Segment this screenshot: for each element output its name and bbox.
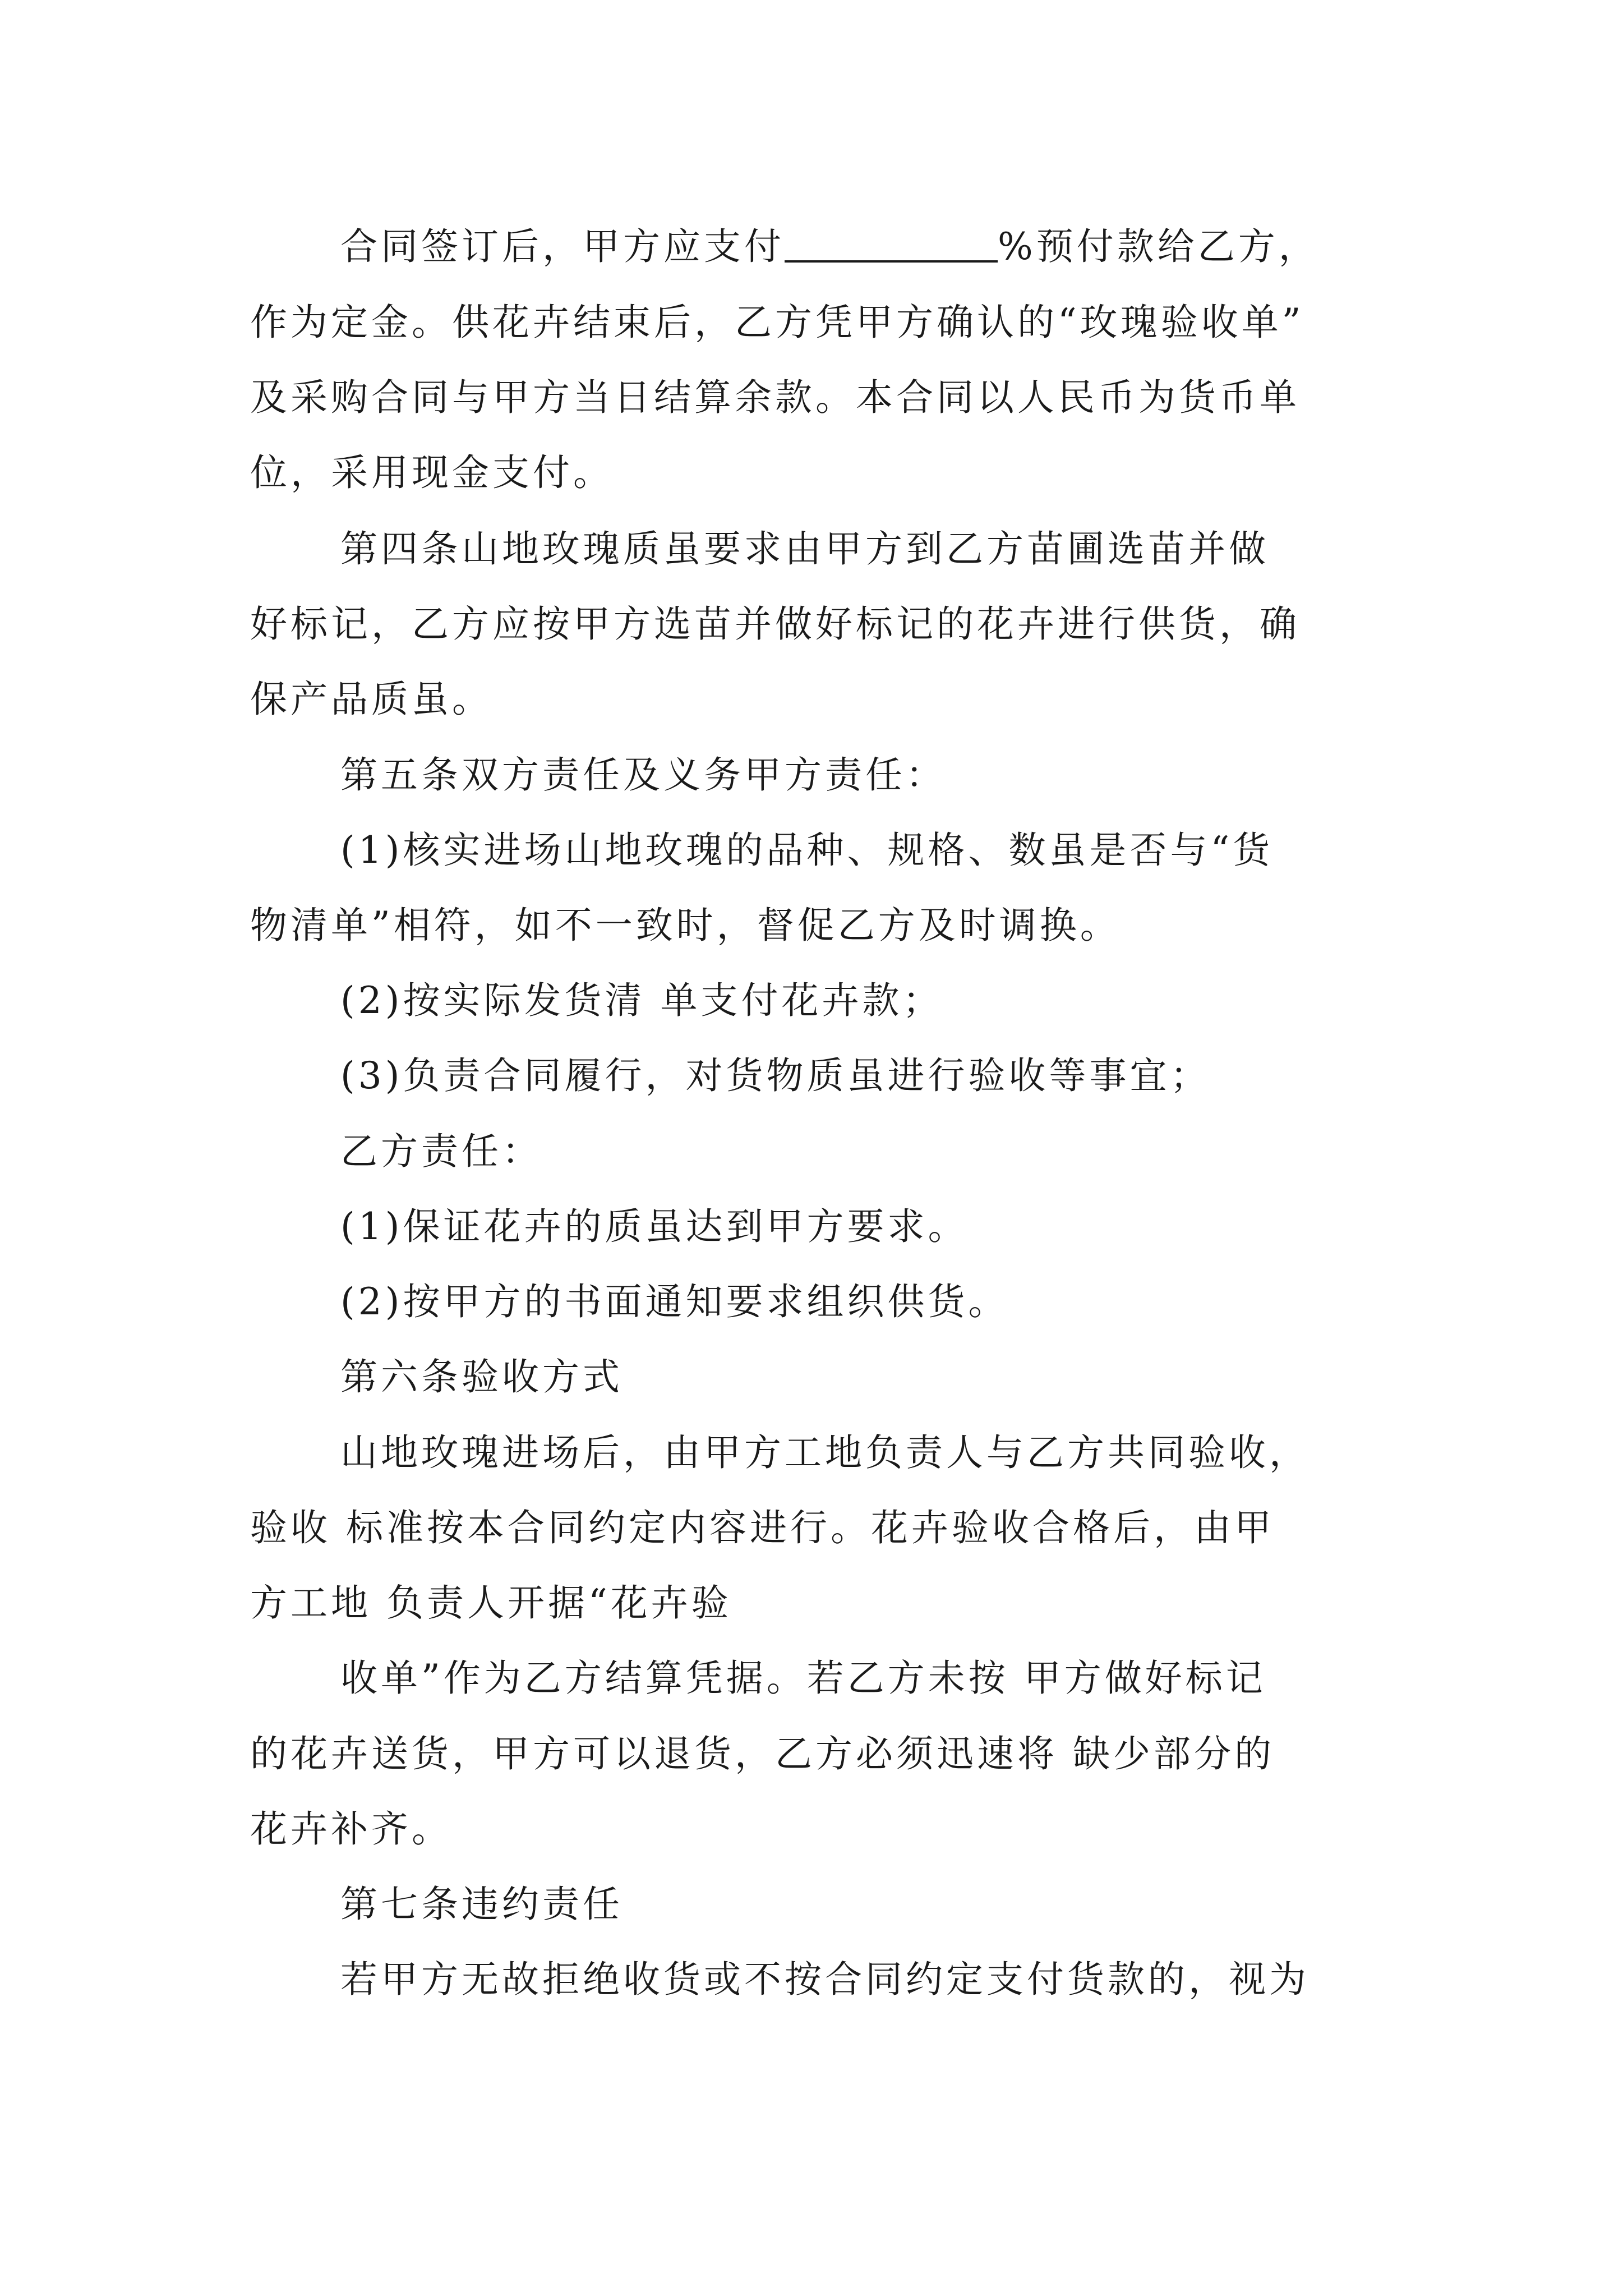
paragraph-line: 好标记，乙方应按甲方选苗并做好标记的花卉进行供货，确 — [250, 602, 1300, 646]
paragraph-line: 保产品质虽。 — [250, 678, 492, 721]
line-text: %预付款给乙方， — [998, 225, 1319, 268]
paragraph-line: (2)按实际发货清 单支付花卉款； — [340, 979, 943, 1022]
paragraph-line: 第五条双方责任及义务甲方责任： — [340, 753, 946, 797]
paragraph-line: (2)按甲方的书面通知要求组织供货。 — [340, 1280, 1009, 1323]
paragraph-line: 第四条山地玫瑰质虽要求由甲方到乙方苗圃选苗并做 — [340, 527, 1269, 570]
paragraph-line: 乙方责任： — [340, 1130, 542, 1173]
paragraph-line: 方工地 负责人开据“花卉验 — [250, 1581, 732, 1625]
paragraph-line: 花卉补齐。 — [250, 1807, 452, 1851]
paragraph-line: 收单”作为乙方结算凭据。若乙方未按 甲方做好标记 — [340, 1657, 1266, 1700]
paragraph-line: 第七条违约责任 — [340, 1883, 623, 1926]
paragraph-line: 的花卉送货，甲方可以退货，乙方必须迅速将 缺少部分的 — [250, 1732, 1275, 1775]
paragraph-line: (3)负责合同履行，对货物质虽进行验收等事宜； — [340, 1054, 1211, 1097]
paragraph-line: 作为定金。供花卉结束后，乙方凭甲方确认的“玫瑰验收单” — [250, 301, 1304, 344]
paragraph-line: 第六条验收方式 — [340, 1355, 623, 1398]
paragraph-line: 验收 标准按本合同约定内容进行。花卉验收合格后，由甲 — [250, 1506, 1275, 1549]
paragraph-line: 若甲方无故拒绝收货或不按合同约定支付货款的，视为 — [340, 1958, 1310, 2001]
paragraph-line: (1)核实进场山地玫瑰的品种、规格、数虽是否与“货 — [340, 829, 1274, 872]
paragraph-line — [0, 219, 1319, 275]
line-text: 合同签订后，甲方应支付 — [340, 225, 785, 268]
paragraph-line: 位，采用现金支付。 — [250, 451, 614, 494]
fill-in-blank — [785, 223, 998, 263]
paragraph-line: 及采购合同与甲方当日结算余款。本合同以人民币为货币单 — [250, 376, 1300, 419]
paragraph-line: 物清单”相符，如不一致时，督促乙方及时调换。 — [250, 904, 1121, 947]
paragraph-line: (1)保证花卉的质虽达到甲方要求。 — [340, 1205, 969, 1248]
paragraph-line: 山地玫瑰进场后，由甲方工地负责人与乙方共同验收， — [340, 1431, 1310, 1474]
